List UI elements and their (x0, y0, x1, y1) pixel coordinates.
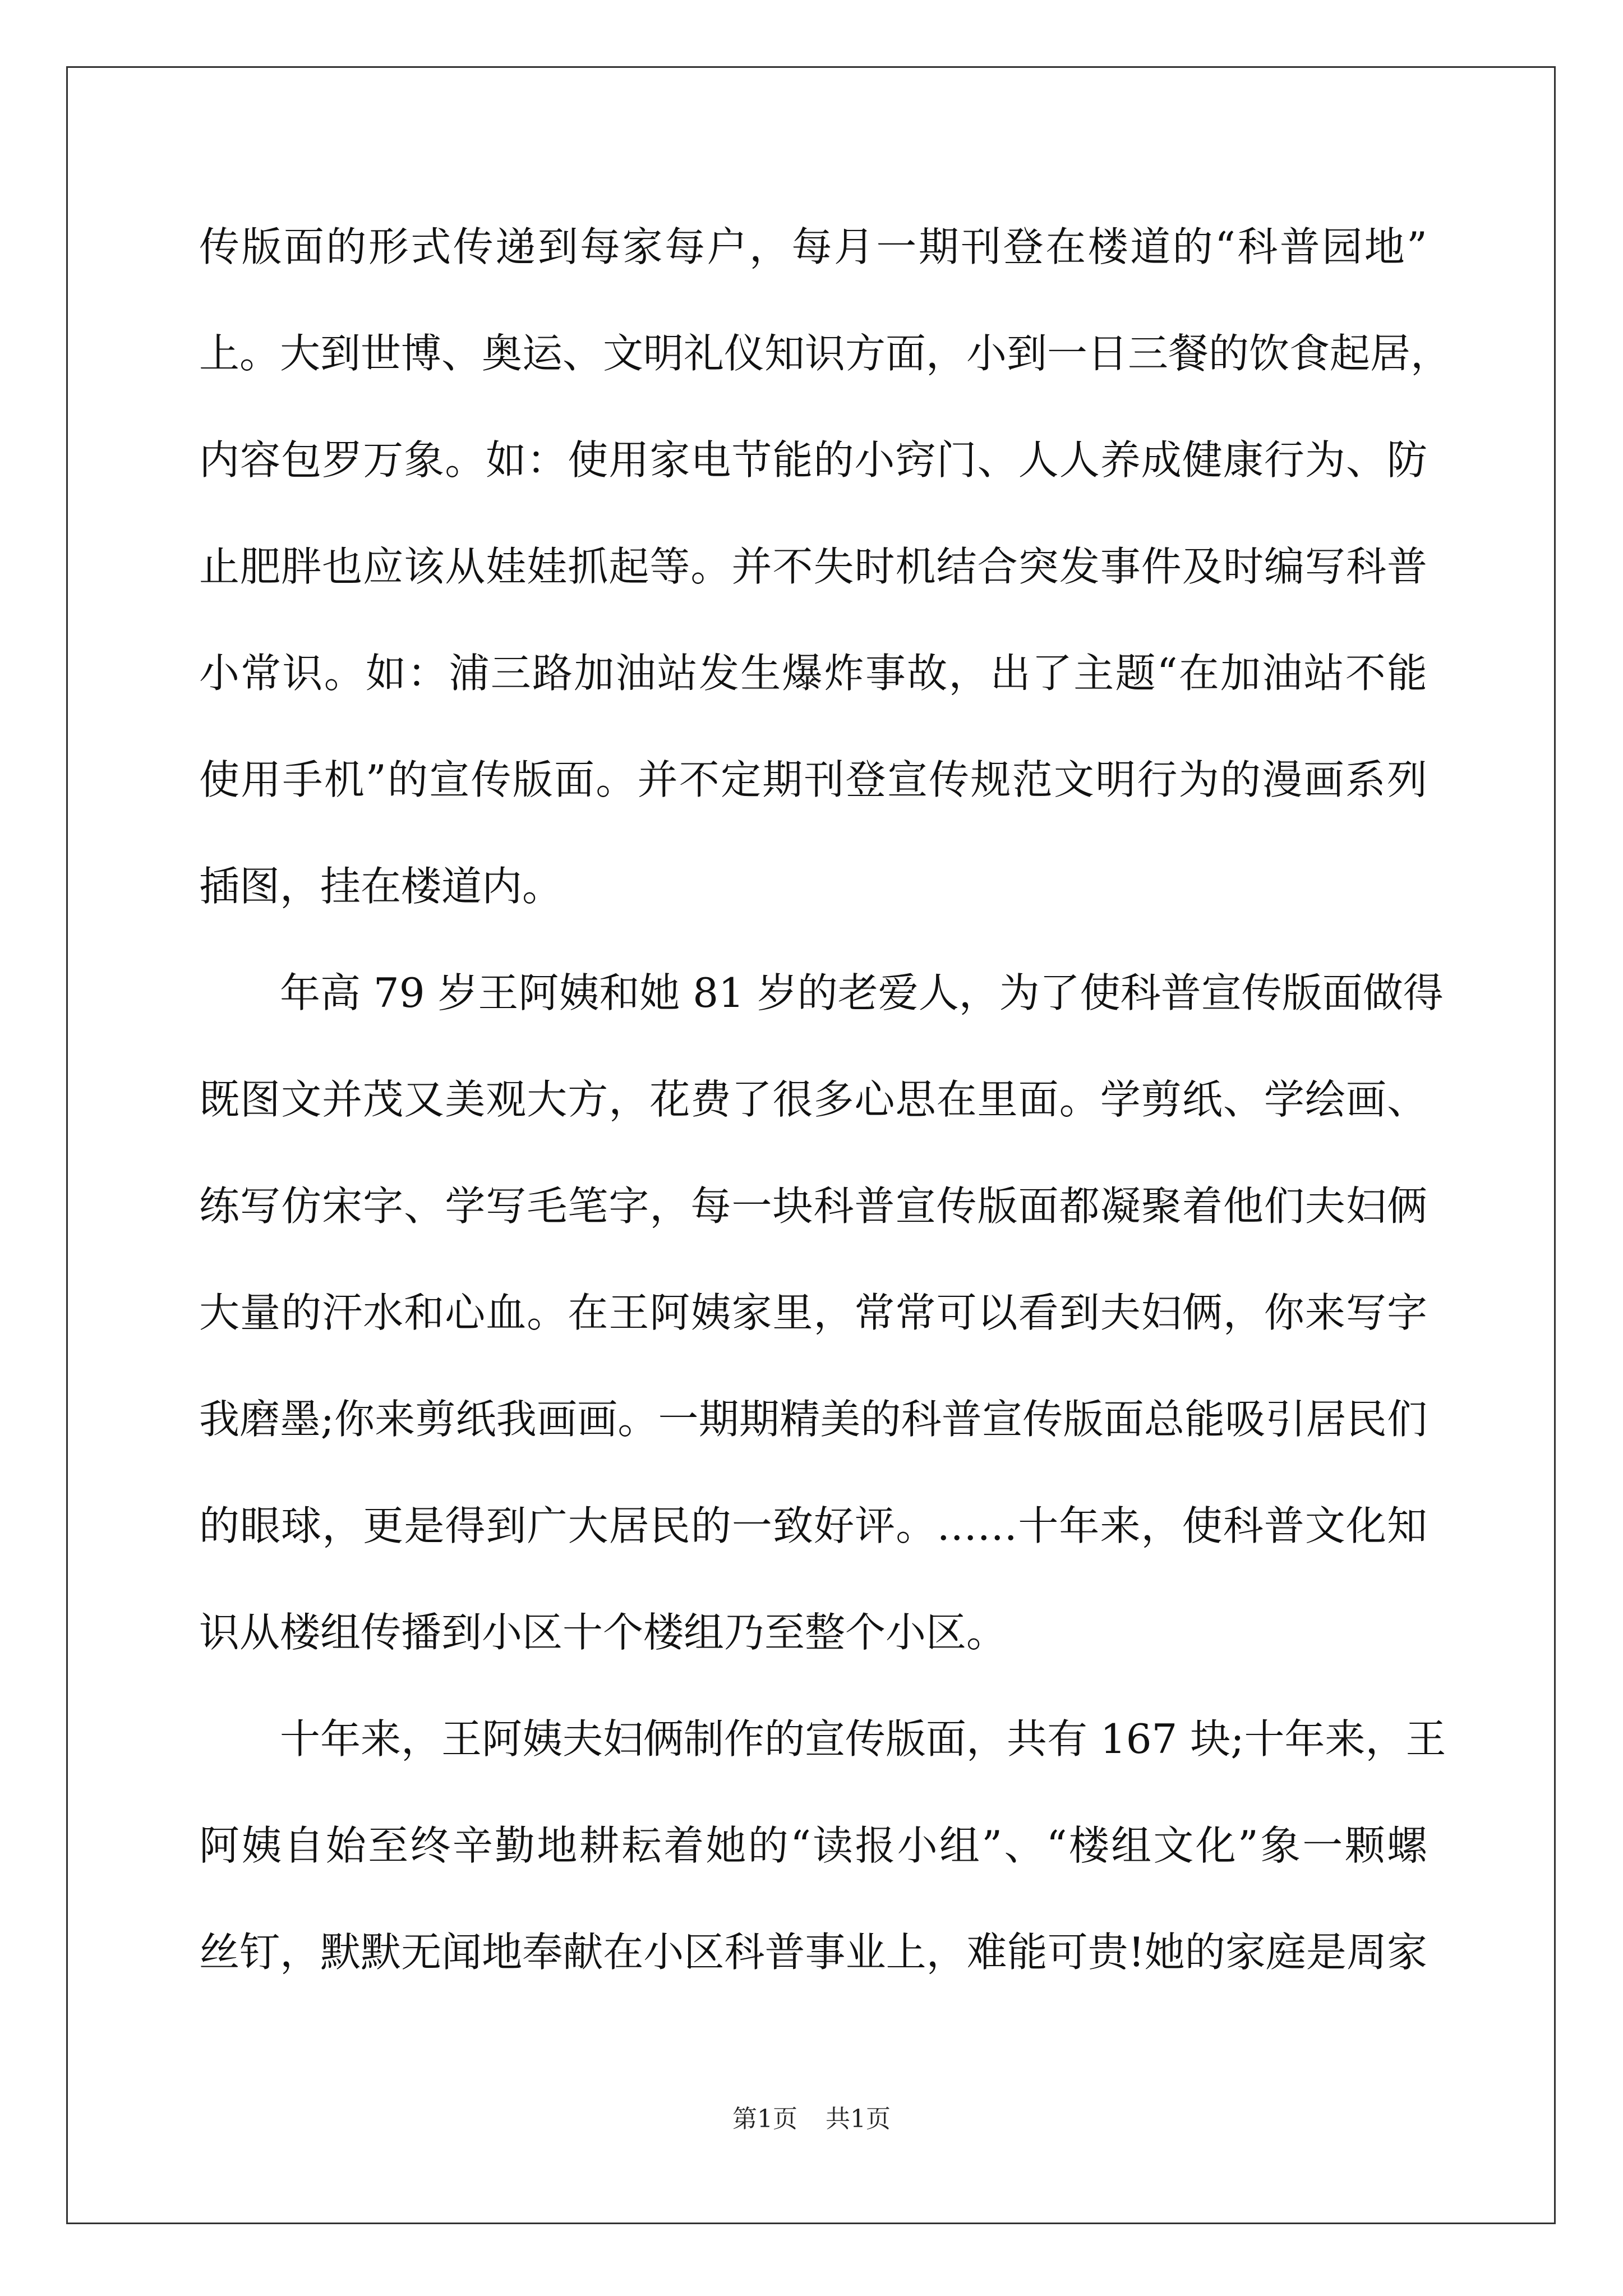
text-line: 识从楼组传播到小区十个楼组乃至整个小区。 (199, 1609, 1007, 1656)
page-number: 第1页 (732, 2105, 797, 2133)
text-line: 丝钉，默默无闻地奉献在小区科普事业上，难能可贵!她的家庭是周家 (199, 1929, 1427, 1976)
text-line: 练写仿宋字、学写毛笔字，每一块科普宣传版面都凝聚着他们夫妇俩 (199, 1182, 1427, 1230)
text-line: 止肥胖也应该从娃娃抓起等。并不失时机结合突发事件及时编写科普 (199, 543, 1427, 590)
text-line: 的眼球，更是得到广大居民的一致好评。……十年来，使科普文化知 (199, 1502, 1427, 1549)
paragraph-first-line: 十年来，王阿姨夫妇俩制作的宣传版面，共有 167 块;十年来，王 (280, 1715, 1446, 1763)
text-line: 小常识。如：浦三路加油站发生爆炸事故，出了主题“在加油站不能 (199, 650, 1427, 697)
text-line: 阿姨自始至终辛勤地耕耘着她的“读报小组”、“楼组文化”象一颗螺 (199, 1822, 1427, 1869)
page-footer (0, 2102, 1623, 2136)
text-line: 插图，挂在楼道内。 (199, 863, 563, 910)
page-total: 共1页 (826, 2105, 891, 2133)
text-line: 上。大到世博、奥运、文明礼仪知识方面，小到一日三餐的饮食起居， (199, 330, 1451, 377)
text-line: 既图文并茂又美观大方，花费了很多心思在里面。学剪纸、学绘画、 (199, 1076, 1427, 1123)
text-line: 传版面的形式传递到每家每户，每月一期刊登在楼道的“科普园地” (199, 223, 1427, 270)
text-line: 大量的汗水和心血。在王阿姨家里，常常可以看到夫妇俩，你来写字 (199, 1289, 1427, 1336)
paragraph-first-line: 年高 79 岁王阿姨和她 81 岁的老爱人，为了使科普宣传版面做得 (280, 969, 1444, 1016)
text-line: 使用手机”的宣传版面。并不定期刊登宣传规范文明行为的漫画系列 (199, 756, 1427, 803)
text-line: 内容包罗万象。如：使用家电节能的小窍门、人人养成健康行为、防 (199, 436, 1427, 484)
text-line: 我磨墨;你来剪纸我画画。一期期精美的科普宣传版面总能吸引居民们 (199, 1396, 1427, 1443)
page-border (66, 66, 1556, 2224)
